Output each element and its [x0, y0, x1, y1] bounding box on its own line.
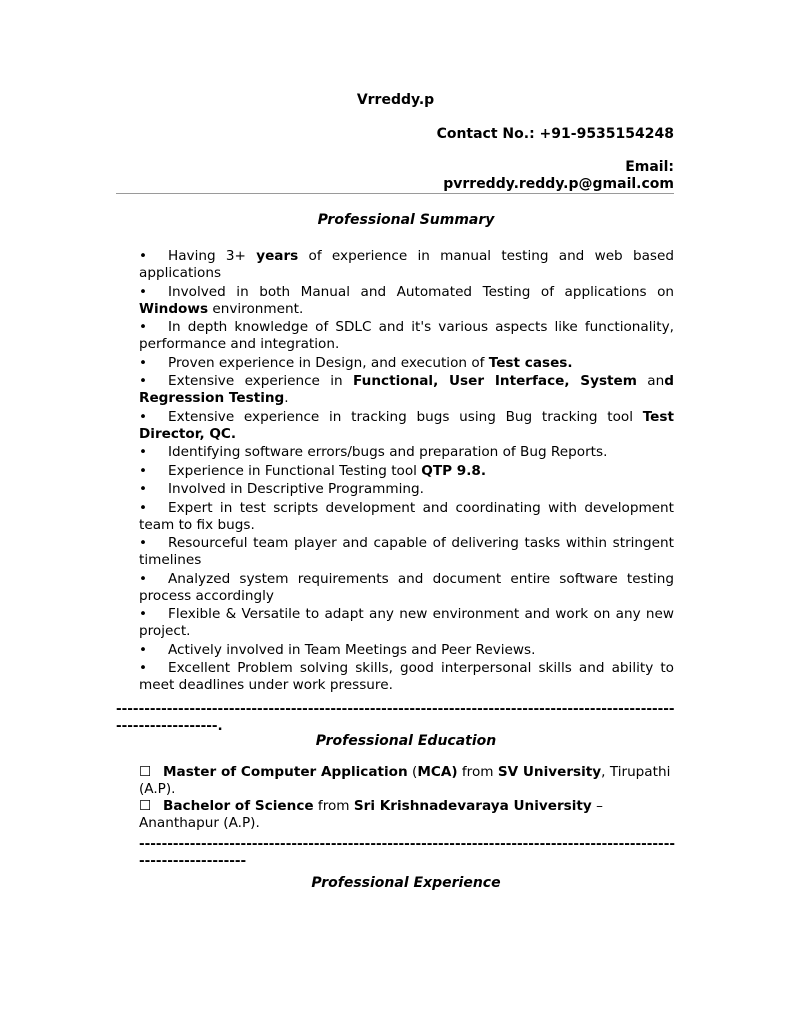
bullet-icon: • — [139, 499, 148, 516]
contact-number: Contact No.: +91-9535154248 — [436, 126, 674, 142]
education-item-masters: ☐ Master of Computer Application (MCA) from SV University, Tirupathi (A.P). — [139, 764, 671, 797]
section-separator: ------------------------------------------------------------------------------------------------------------------ — [139, 836, 675, 869]
bullet-icon: • — [139, 641, 148, 658]
list-item: • Involved in both Manual and Automated Testing of applications on Windows environment. — [139, 283, 674, 317]
list-item: • Proven experience in Design, and execution of Test cases. — [139, 354, 573, 371]
bullet-icon: • — [139, 408, 148, 425]
bullet-icon: • — [139, 462, 148, 479]
candidate-name: Vrreddy.p — [356, 92, 435, 108]
bullet-icon: • — [139, 570, 148, 587]
list-item: • Having 3+ years of experience in manual testing and web based applications — [139, 248, 674, 281]
checkbox-icon: ☐ — [139, 764, 152, 780]
section-separator: ---------------------------------------------------------------------------------------------------------------------. — [116, 701, 675, 734]
list-item: • Extensive experience in tracking bugs using Bug tracking tool Test Director, QC. — [139, 408, 674, 442]
bullet-icon: • — [139, 660, 148, 676]
list-item: • Resourceful team player and capable of delivering tasks within stringent timelines — [139, 535, 674, 568]
list-item: • Actively involved in Team Meetings and Peer Reviews. — [139, 641, 536, 658]
bullet-icon: • — [139, 283, 148, 300]
list-item: • Involved in Descriptive Programming. — [139, 481, 424, 497]
bullet-icon: • — [139, 606, 148, 622]
bullet-icon: • — [139, 535, 148, 551]
education-item-bachelors: ☐ Bachelor of Science from Sri Krishnadevaraya University – Ananthapur (A.P). — [139, 798, 603, 831]
email-address: pvrreddy.reddy.p@gmail.com — [443, 176, 674, 192]
list-item: • Flexible & Versatile to adapt any new environment and work on any new project. — [139, 606, 674, 639]
list-item: • In depth knowledge of SDLC and it's various aspects like functionality, performance and integration. — [139, 319, 674, 352]
bullet-icon: • — [139, 373, 148, 389]
list-item: • Experience in Functional Testing tool QTP 9.8. — [139, 462, 487, 479]
list-item: • Identifying software errors/bugs and preparation of Bug Reports. — [139, 444, 608, 460]
summary-list — [139, 248, 674, 696]
email-label: Email: — [625, 159, 674, 175]
bullet-icon: • — [139, 354, 148, 371]
list-item: • Expert in test scripts development and coordinating with development team to fix bugs. — [139, 499, 674, 533]
bullet-icon: • — [139, 319, 148, 335]
bullet-icon: • — [139, 444, 148, 460]
header-divider — [116, 193, 674, 194]
bullet-icon: • — [139, 248, 148, 264]
experience-heading: Professional Experience — [311, 875, 501, 891]
list-item: • Excellent Problem solving skills, good interpersonal skills and ability to meet deadlines under work pressure. — [139, 660, 674, 693]
list-item: • Extensive experience in Functional, User Interface, System and Regression Testing. — [139, 373, 674, 406]
education-heading: Professional Education — [315, 733, 497, 749]
list-item: • Analyzed system requirements and document entire software testing process accordingly — [139, 570, 674, 604]
checkbox-icon: ☐ — [139, 798, 152, 814]
summary-heading: Professional Summary — [317, 212, 495, 228]
bullet-icon: • — [139, 481, 148, 497]
